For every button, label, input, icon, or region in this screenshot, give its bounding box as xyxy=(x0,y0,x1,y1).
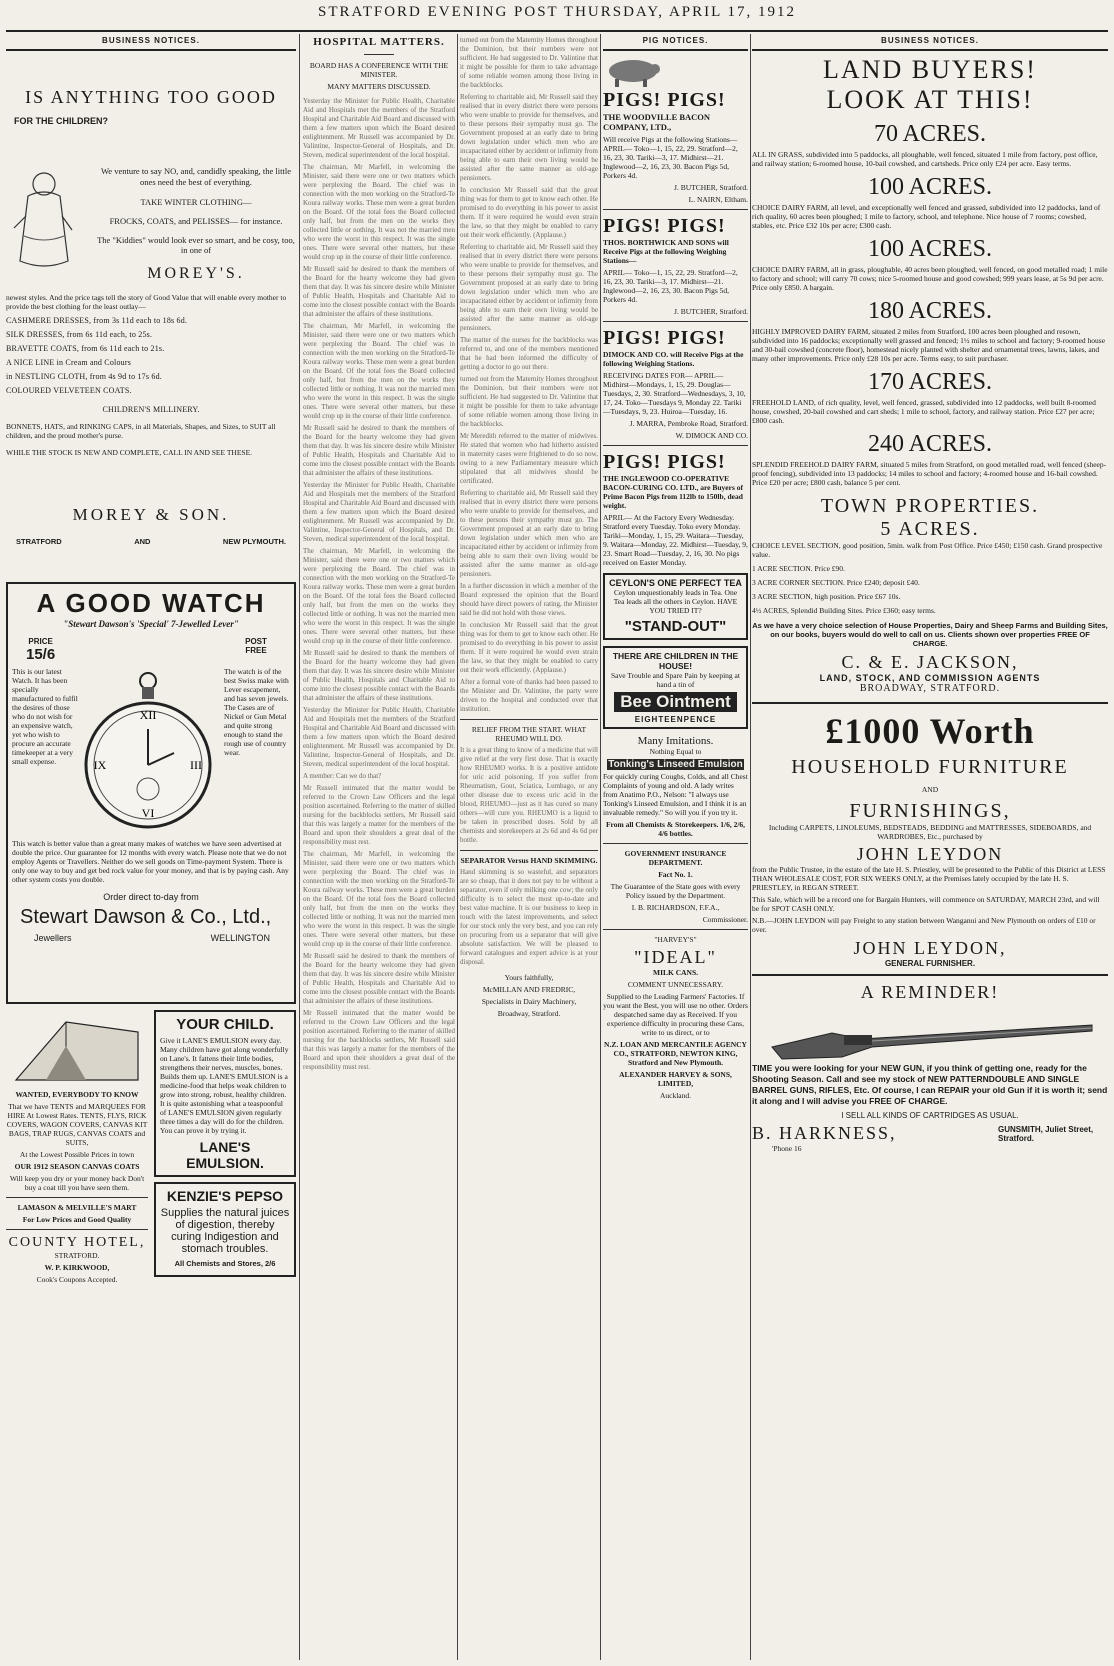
column-pig-notices xyxy=(603,34,748,1660)
gov-insurance: GOVERNMENT INSURANCE DEPARTMENT. xyxy=(624,849,727,868)
choice-selection: As we have a very choice selection of House Properties, Dairy and Sheep Farms and Building Sites, on our books, buyers would do well to call on us. Clients shown over properties FREE OF CHARGE. xyxy=(752,621,1108,648)
tents-body: That we have TENTS and MARQUEES FOR HIRE At Lowest Rates. TENTS, FLYS, RICK COVERS, WAGON COVERS, CANVAS KIT BAGS, TRAP RUGS, CANVAS COATS and SUITS, xyxy=(6,1101,148,1147)
hospital-para: Mr Russell intimated that the matter would be referred to the Crown Law Officers and the legal position ascertained. Referring to the matter of skilled nursing for the backblocks settlers, Mr Russell said that this was largely a matter for the members of the Board and upon their shoulders a great deal of the responsibility must rest. xyxy=(303,784,455,846)
board-subhead: BOARD HAS A CONFERENCE WITH THE MINISTER. xyxy=(309,61,449,79)
order-direct: Order direct to-day from xyxy=(103,891,199,902)
tents-heading: WANTED, EVERYBODY TO KNOW xyxy=(15,1089,139,1099)
acres-heading: 100 ACRES. xyxy=(867,236,993,262)
acres-heading: 240 ACRES. xyxy=(867,431,993,457)
hospital-para: Mr Meredith referred to the matter of midwives. He stated that women who had hitherto assisted in maternity cases were frightened to do so now, owing to a new Parliamentary measure which stipulated that all midwives should be certificated. xyxy=(460,432,598,485)
price-item: CASHMERE DRESSES, from 3s 11d each to 18s 6d. xyxy=(6,315,188,325)
watch-body: This watch is better value than a great many makes of watches we have seen advertised at double the price. Our guarantee for 12 months with every watch. Please note that we do not employ Agents or Travellers. Neither do we sell goods on Time-payment System. There is only one way to buy and get bed rock value for your money, and that is by paying cash. Any other system costs you double. xyxy=(12,838,289,884)
pepso-heading: KENZIE'S PEPSO xyxy=(166,1187,284,1204)
acres-heading: 180 ACRES. xyxy=(867,298,993,324)
borthwick-sign: J. BUTCHER, Stratford. xyxy=(674,307,748,317)
gov-sign: I. B. RICHARDSON, F.F.A., xyxy=(631,903,720,913)
household-furniture: HOUSEHOLD FURNITURE xyxy=(791,756,1069,778)
reminder: A REMINDER! xyxy=(860,982,1000,1002)
hospital-para: Yesterday the Minister for Public Health, Charitable Aid and Hospitals met the members of the Stratford Hospital and Charitable Aid Board and discussed with them a few matters upon which the Board desired enlightenment. Mr Russell was accompanied by Dr. Valintine, Inspector-General of Hospitals, and Dr. Steven, medical superintendent of the local hospital. xyxy=(303,481,455,543)
section-heading: BUSINESS NOTICES. xyxy=(881,36,979,45)
mcmillan: McMILLAN AND FREDRIC, xyxy=(482,985,576,994)
place-and: AND xyxy=(134,536,151,546)
gun-text: TIME you were looking for your NEW GUN, if you think of getting one, ready for the Shooting Season. Call and see my stock of NEW PATTERNDOUBLE AND SINGLE BARREL GUNS, RIFLES, Etc. Of course, I can REPAIR your old Gun if it is worth it; send it along and I will advise you FREE OF CHARGE. xyxy=(752,1063,1108,1107)
yours-faithfully: Yours faithfully, xyxy=(504,973,554,982)
acres-text: ALL IN GRASS, subdivided into 5 paddocks, all ploughable, well fenced, situated 1 mile from factory, post office, and railway station; 6-roomed house, 10-bail cowshed, and cartsheds. Price only £24 per acre. Easy terms. xyxy=(752,150,1098,168)
county-hotel: COUNTY HOTEL, xyxy=(8,1234,146,1250)
price-item: SILK DRESSES, from 6s 11d each, to 25s. xyxy=(6,329,153,339)
hospital-para: A member: Can we do that? xyxy=(303,772,382,780)
acres-text: SPLENDID FREEHOLD DAIRY FARM, situated 5 miles from Stratford, on good metalled road, well fenced (sheep-proof fencing), subdivided into 13 paddocks; 14 miles to school and factory; 4-roomed house and 16-bail cowshed. Price £20 per acre; £800 cash, balance 5 per cent. xyxy=(752,460,1107,487)
watch-title: A GOOD WATCH xyxy=(36,587,266,618)
broadway: Broadway, Stratford. xyxy=(497,1009,561,1018)
ideal: "IDEAL" xyxy=(634,947,717,968)
five-acres: 5 ACRES. xyxy=(880,518,980,540)
millinery-heading: CHILDREN'S MILLINERY. xyxy=(102,404,200,414)
bee-body: Save Trouble and Spare Pain by keeping at hand a tin of xyxy=(611,671,740,690)
lanes-body: Give it LANE'S EMULSION every day. Many children have got along wonderfully on Lane's. It fattens their little bodies, strengthens their nerves, muscles, bones. Builds them up. LANE'S EMULSION is a medicine-food that helps weak children to grow into strong, robust, healthy children. It is quite astonishing what a teaspoonful of LANE'S EMULSION given regularly three times a day will do for the children. You can prove it by trying it. xyxy=(160,1035,289,1135)
gun-illustration xyxy=(752,1003,1108,1063)
hospital-para: Mr Russell said he desired to thank the members of the Board for the hearty welcome they had given them that day. It was his sincere desire while Minister of Public Health, Hospitals and Charitable Aid to come into the closest possible contact with the Boards that administer the affairs of these institutions. xyxy=(303,265,455,318)
dimock-body: RECEIVING DATES FOR— APRIL— Midhirst—Mondays, 1, 15, 29. Douglas—Tuesdays, 2, 30. Stratford—Wednesdays, 3, 10, 17, 24. Toko—Tuesdays 9, Monday 22. Tariki—Tuesdays, 9, 23. Huiroa—Tuesday, 16. xyxy=(603,371,746,417)
tents-lowest: At the Lowest Possible Prices in town xyxy=(19,1149,135,1159)
rule xyxy=(752,49,1108,51)
five-acres-text: CHOICE LEVEL SECTION, good position, 5min. walk from Post Office. Price £450; £150 cash. Grand prospective value. xyxy=(752,541,1103,559)
low-prices: For Low Prices and Good Quality xyxy=(22,1214,132,1224)
morey-newest: newest styles. And the price tags tell the story of Good Value that will enable every mother to provide the best clothing for the least outlay— xyxy=(6,292,287,311)
watch-right-text: The watch is of the best Swiss make with Lever escapement, and has seven jewels. The Cases are of Nickel or Gun Metal and quite strong enough to stand the rough use of country wear. xyxy=(224,666,289,757)
pepso-body: Supplies the natural juices of digestion, thereby curing Indigestion and stomach troubles. xyxy=(160,1206,290,1255)
nz-loan: N.Z. LOAN AND MERCANTILE AGENCY CO., STRATFORD, NEWTON KING, Stratford and New Plymouth. xyxy=(604,1040,747,1068)
harkness: B. HARKNESS, xyxy=(752,1123,897,1144)
masthead-rule xyxy=(6,30,1108,32)
pepso-chemists: All Chemists and Stores, 2/6 xyxy=(174,1258,276,1268)
svg-text:IX: IX xyxy=(93,757,107,772)
post-free: POST FREE xyxy=(245,636,267,655)
morey-places xyxy=(16,537,286,546)
tents-canvas: OUR 1912 SEASON CANVAS COATS xyxy=(14,1161,140,1171)
trustee-text: from the Public Trustee, in the estate of the late H. S. Priestley, will be presented to the Public of this District at LESS THAN WHOLESALE COST, FOR SIX WEEKS ONLY, at the Premises lately occupied by the late H. S. PRIESTLEY, in REGAN STREET. xyxy=(752,865,1106,892)
alexander-harvey: ALEXANDER HARVEY & SONS, LIMITED, xyxy=(619,1070,732,1089)
child-illustration xyxy=(6,166,96,287)
harvey-body: Supplied to the Leading Farmers' Factories. If you want the Best, you will use no other. Orders despatched same day as Received. If you experience difficulty in procuring these Cans, write to us direct, or to xyxy=(603,992,748,1038)
land-buyers: LAND BUYERS! xyxy=(823,55,1037,84)
morey-winter: TAKE WINTER CLOTHING— xyxy=(140,197,252,208)
watch-subtitle: "Stewart Dawson's 'Special' 7-Jewelled Lever" xyxy=(63,618,239,629)
hospital-para: Mr Russell said he desired to thank the members of the Board for the hearty welcome they had given them that day. It was his sincere desire while Minister of Public Health, Hospitals and Charitable Aid to come into the closest possible contact with the Boards that administer the affairs of these institutions. xyxy=(303,952,455,1005)
morey-kiddies: The "Kiddies" would look ever so smart, and be cosy, too, in one of xyxy=(97,234,295,256)
separator-body: Hand skimming is so wasteful, and separators are so cheap, that it does not pay to be without a separator, even if only milking one cow; the only difficulty is to select the most up-to-date and best value machine. It is our business to keep in touch with the latest improvements, and select for our stock only the very best, and you can rely on procuring from us a separator that will give absolute satisfaction. We will be pleased to forward catalogues and expert advice is at your disposal. xyxy=(460,868,598,966)
watch-left-text: This is our latest Watch. It has been specially manufactured to fulfil the desires of those who do not wish for an expensive watch, yet who wish to procure an accurate timekeeper at a very small expense. xyxy=(12,666,78,766)
bee-ointment: Bee Ointment xyxy=(614,692,737,712)
borthwick: THOS. BORTHWICK AND SONS will Receive Pigs at the following Weighing Stations— xyxy=(603,238,729,266)
pigs-heading: PIGS! PIGS! xyxy=(603,89,726,111)
bonnets-text: BONNETS, HATS, and RINKING CAPS, in all Materials, Shapes, and Sizes, to SUIT all children, and the proud mother's purse. xyxy=(6,421,276,440)
relief-heading: RELIEF FROM THE START. WHAT RHEUMO WILL DO. xyxy=(471,725,587,743)
thousand-worth: £1000 Worth xyxy=(825,711,1035,751)
milk-cans: MILK CANS. xyxy=(652,968,698,978)
hospital-para: Referring to charitable aid, Mr Russell said they realised that in every district there were persons who were unable to provide for themselves, and to these persons their sympathy must go. The Government proposed at an early date to bring down legislation under which men who are incapacitated either by accident or infirmity from being able to earn their own living would be assisted after the same manner as old-age pensioners. xyxy=(460,243,598,332)
and-word: AND xyxy=(921,785,939,794)
many-imitations: Many Imitations. xyxy=(637,735,714,748)
hospital-para: The chairman, Mr Marfell, in welcoming the Minister, said there were one or two matters which were perplexing the Board. The chief was in connection with the men working on the Stratford-Te Koura railway works. These men were a great burden on the Board. Of the total fees the Board collected only half, but from the men on the works they collected little or nothing. It was not the married men who were the worst in this respect. It was the single ones. There were several other matters, but these would crop up in the course of their little conference. xyxy=(303,547,455,645)
bee-price: EIGHTEENPENCE xyxy=(634,715,717,725)
acres-heading: 170 ACRES. xyxy=(867,369,993,395)
acres-heading: 70 ACRES. xyxy=(873,121,987,147)
commissioner: Commissioner. xyxy=(702,915,748,925)
many-matters: MANY MATTERS DISCUSSED. xyxy=(327,82,431,91)
dimock-sign: W. DIMOCK AND CO. xyxy=(675,431,748,441)
hospital-para: Mr Russell said he desired to thank the members of the Board for the hearty welcome they had given them that day. It was his sincere desire while Minister of Public Health, Hospitals and Charitable Aid to come into the closest possible contact with the Boards that administer the affairs of these institutions. xyxy=(303,649,455,702)
woodville-sign: J. BUTCHER, Stratford. xyxy=(674,183,748,193)
svg-text:XII: XII xyxy=(139,707,157,722)
watch-advert xyxy=(6,582,296,1004)
morey-headline: IS ANYTHING TOO GOOD xyxy=(25,87,277,107)
hospital-para: The chairman, Mr Marfell, in welcoming the Minister, said there were one or two matters which were perplexing the Board. The chief was in connection with the men working on the Stratford-Te Koura railway works. These men were a great burden on the Board. Of the total fees the Board collected only half, but from the men on the works they collected little or nothing. It was not the married men who were the worst in this respect. It was the single ones. There were several other matters, but these would crop up in the course of their little conference. xyxy=(303,850,455,948)
jackson: C. & E. JACKSON, xyxy=(841,652,1019,672)
bee-ointment-advert xyxy=(603,646,748,729)
dimock: DIMOCK AND CO. will Receive Pigs at the following Weighing Stations. xyxy=(603,350,744,369)
hospital-para: Referring to charitable aid, Mr Russell said they realised that in every district there were persons who were unable to provide for themselves, and to these persons their sympathy must go. The Government proposed at an early date to bring down legislation under which men who are incapacitated either by accident or infirmity from being able to earn their own living would be assisted after the same manner as old-age pensioners. xyxy=(460,93,598,182)
jewellers: Jewellers xyxy=(34,932,72,943)
tea-advert xyxy=(603,573,748,640)
gunsmith: GUNSMITH, Juliet Street, Stratford. xyxy=(998,1124,1094,1143)
specialists: Specialists in Dairy Machinery, xyxy=(481,997,577,1006)
rule xyxy=(603,49,748,51)
hospital-para: In a further discussion in which a member of the Board expressed the opinion that the Board should have direct powers of rating, the Minister said he did not hold with those views. xyxy=(460,582,598,617)
section-heading: BUSINESS NOTICES. xyxy=(102,36,200,45)
lanes-emulsion-advert xyxy=(154,1010,296,1177)
svg-text:III: III xyxy=(190,757,202,772)
cooks: Cook's Coupons Accepted. xyxy=(36,1274,118,1284)
column-business-notices-right xyxy=(752,34,1108,1660)
your-child: YOUR CHILD. xyxy=(176,1015,274,1033)
tonking-chemists: From all Chemists & Storekeepers. 1/6, 2/6, 4/6 bottles. xyxy=(605,820,746,839)
acres-heading: 100 ACRES. xyxy=(867,174,993,200)
hospital-para: After a formal vote of thanks had been passed to the Minister and Dr. Valintine, the party were driven to the hospital and conducted over that institution. xyxy=(460,678,598,713)
hospital-para: turned out from the Maternity Homes throughout the Dominion, but their numbers were not sufficient. He had suggested to Dr. Valintine that it might be possible for them to take advantage of some reliable women among those living in the backblocks. xyxy=(460,36,598,89)
pigs-heading: PIGS! PIGS! xyxy=(603,451,726,474)
wellington: WELLINGTON xyxy=(210,932,270,943)
fact-no: Fact No. 1. xyxy=(658,870,693,880)
section-item: 1 ACRE SECTION. Price £90. xyxy=(752,564,845,573)
stewart-dawson: Stewart Dawson & Co., Ltd., xyxy=(20,905,272,928)
watch-price: 15/6 xyxy=(26,645,56,663)
hospital-para: turned out from the Maternity Homes throughout the Dominion, but their numbers were not sufficient. He had suggested to Dr. Valintine that it might be possible for them to take advantage of some reliable women among those living in the backblocks. xyxy=(460,375,598,428)
hospital-para: Mr Russell said he desired to thank the members of the Board for the hearty welcome they had given them that day. It was his sincere desire while Minister of Public Health, Hospitals and Charitable Aid to come into the closest possible contact with the Boards that administer the affairs of these institutions. xyxy=(303,424,455,477)
column-hospital-continued xyxy=(460,34,598,1660)
hospital-heading: HOSPITAL MATTERS. xyxy=(313,36,445,48)
morey-subhead: FOR THE CHILDREN? xyxy=(14,116,108,126)
nb-text: N.B.—JOHN LEYDON will pay Freight to any station between Wanganui and New Plymouth on orders of £10 or over. xyxy=(752,916,1096,934)
section-heading: PIG NOTICES. xyxy=(642,36,709,45)
cartridges: I SELL ALL KINDS OF CARTRIDGES AS USUAL. xyxy=(841,1111,1019,1121)
furnishings: FURNISHINGS, xyxy=(849,800,1011,822)
stock-text: WHILE THE STOCK IS NEW AND COMPLETE, CALL IN AND SEE THESE. xyxy=(6,447,253,457)
including-list: Including CARPETS, LINOLEUMS, BEDSTEADS, BEDDING and MATTRESSES, SIDEBOARDS, and WARDROBES, Etc., purchased by xyxy=(768,823,1092,841)
john-leydon-sign: JOHN LEYDON, xyxy=(853,938,1007,958)
column-rule xyxy=(299,34,300,1660)
woodville-sign: L. NAIRN, Eltham. xyxy=(688,195,748,205)
phone: 'Phone 16 xyxy=(772,1144,802,1154)
column-rule xyxy=(750,34,751,1660)
dimock-sign: J. MARRA, Pembroke Road, Stratford. xyxy=(629,419,748,429)
tents-advert xyxy=(6,1010,148,1287)
section-item: 4½ ACRES, Splendid Building Sites. Price £360; easy terms. xyxy=(752,606,936,615)
acres-text: FREEHOLD LAND, of rich quality, level, well fenced, grassed, subdivided into 12 paddocks, well built 8-roomed house, cowshed, 20-bail cowshed and cart sheds; 1 mile to school, factory, and railway station. Price £27 per acre; £800 cash. xyxy=(752,398,1096,425)
town-properties: TOWN PROPERTIES. xyxy=(820,495,1040,517)
section-item: 3 ACRE CORNER SECTION. Price £240; deposit £40. xyxy=(752,578,920,587)
rule xyxy=(6,49,296,51)
gov-body: The Guarantee of the State goes with every Policy issued by the Department. xyxy=(610,882,741,901)
masthead: STRATFORD EVENING POST THURSDAY, APRIL 17, 1912 xyxy=(318,4,796,20)
hospital-para: Referring to charitable aid, Mr Russell said they realised that in every district there were persons who were unable to provide for themselves, and to these persons their sympathy must go. The Government proposed at an early date to bring down legislation under which men who are incapacitated either by accident or infirmity from being able to earn their own living would be assisted after the same manner as old-age pensioners. xyxy=(460,489,598,578)
lamason: LAMASON & MELVILLE'S MART xyxy=(17,1202,137,1212)
sale-text: This Sale, which will be a record one for Bargain Hunters, will commence on SATURDAY, MARCH 23rd, and will be for SPOT CASH ONLY. xyxy=(752,895,1100,913)
morey-frocks: FROCKS, COATS, and PELISSES— for instance. xyxy=(109,215,283,226)
place-new-plymouth: NEW PLYMOUTH. xyxy=(222,536,286,546)
svg-text:VI: VI xyxy=(141,805,155,820)
hospital-para: Mr Russell intimated that the matter would be referred to the Crown Law Officers and the legal position ascertained. Referring to the matter of skilled nursing for the backblocks settlers, Mr Russell said that this was largely a matter for the members of the Board and upon their shoulders a great deal of the responsibility must rest. xyxy=(303,1009,455,1071)
pigs-heading: PIGS! PIGS! xyxy=(603,327,726,350)
auckland: Auckland. xyxy=(659,1091,692,1101)
borthwick-body: APRIL— Toko—1, 15, 22, 29. Stratford—2, 16, 23, 30. Tariki—3, 17. Midhirst—21. Inglewood—2, 16, 23, 30. Bacon Pigs 5d, Porkers 4d. xyxy=(603,268,738,305)
comment: COMMENT UNNECESSARY. xyxy=(627,980,724,990)
pigs-heading: PIGS! PIGS! xyxy=(603,215,726,238)
acres-text: HIGHLY IMPROVED DAIRY FARM, situated 2 miles from Stratford, 100 acres been ploughed and resown, subdivided into 16 paddocks; exceptionally well grassed and fenced; 1½ miles to school and factory; 9-roomed house and 30-bail cowshed (concrete floor), homestead nicely planted with shelter and ornamental trees, lawns, lakes, and many other improvements. Price only £28 10s per acre. Terms easy, to suit purchaser. xyxy=(752,327,1106,363)
woodville: THE WOODVILLE BACON COMPANY, LTD., xyxy=(603,112,711,133)
watch-illustration xyxy=(78,667,224,837)
look-at-this: LOOK AT THIS! xyxy=(826,85,1034,114)
acres-text: CHOICE DAIRY FARM, all in grass, ploughable, 40 acres been ploughed, well fenced, on good metalled road; 1 mile to factory and school; will carry 70 cows; nice 5-roomed house and good cowshed; 999 years lease, at 5s 9d per acre. Price only £850. A bargain. xyxy=(752,265,1108,292)
column-business-notices-left xyxy=(6,34,296,1660)
place-stratford: STRATFORD xyxy=(16,536,62,546)
pig-illustration xyxy=(603,55,748,89)
john-leydon: JOHN LEYDON xyxy=(856,844,1004,864)
price-item: in NESTLING CLOTH, from 4s 9d to 17s 6d. xyxy=(6,371,162,381)
bee-heading: THERE ARE CHILDREN IN THE HOUSE! xyxy=(612,651,739,672)
hospital-para: The chairman, Mr Marfell, in welcoming the Minister, said there were one or two matters which were perplexing the Board. The chief was in connection with the men working on the Stratford-Te Koura railway works. These men were a great burden on the Board. Of the total fees the Board collected only half, but from the men on the works they collected little or nothing. It was not the married men who were the worst in this respect. It was the single ones. There were several other matters, but these would crop up in the course of their little conference. xyxy=(303,163,455,261)
tent-illustration xyxy=(6,1010,148,1090)
nothing-equal: Nothing Equal to xyxy=(649,747,702,757)
morey-name: MOREY'S. xyxy=(147,264,245,282)
morey-firm: MOREY & SON. xyxy=(72,504,230,524)
relief-body: It is a great thing to know of a medicine that will give relief at the very first dose. That is exactly how RHEUMO works. It is a positive antidote for uric acid poisoning. If you suffer from Rheumatism, Gout, Sciatica, Lumbago, or any other disease due to excess uric acid in the blood, RHEUMO—just as it has cured so many others—will cure you. RHEUMO is a liquid to be taken in prescribed doses. Sold by all chemists and storekeepers at 2s 6d and 4s 6d per bottle. xyxy=(460,746,598,844)
tea-heading: CEYLON'S ONE PERFECT TEA xyxy=(609,578,742,589)
woodville-body: Will receive Pigs at the following Stations— APRIL— Toko—1, 15, 22, 29. Stratford—2, 16, 23, 30. Tariki—3, 17. Midhirst—21. Inglewood—2, 16, 23, 30. Bacon Pigs 5d, Porkers 4d. xyxy=(603,135,738,181)
separator-heading: SEPARATOR Versus HAND SKIMMING. xyxy=(460,856,598,865)
hospital-para: Yesterday the Minister for Public Health, Charitable Aid and Hospitals met the members of the Stratford Hospital and Charitable Aid Board and discussed with them a few matters upon which the Board desired enlightenment. Mr Russell was accompanied by Dr. Valintine, Inspector-General of Hospitals, and Dr. Steven, medical superintendent of the local hospital. xyxy=(303,706,455,768)
pepso-advert xyxy=(154,1182,296,1277)
stand-out: "STAND-OUT" xyxy=(624,618,727,636)
column-hospital-matters xyxy=(303,34,455,1660)
hospital-para: Yesterday the Minister for Public Health, Charitable Aid and Hospitals met the members of the Stratford Hospital and Charitable Aid Board and discussed with them a few matters upon which the Board desired enlightenment. Mr Russell was accompanied by Dr. Valintine, Inspector-General of Hospitals, and Dr. Steven, medical superintendent of the local hospital. xyxy=(303,97,455,159)
hotel-town: STRATFORD. xyxy=(54,1250,100,1260)
acres-text: CHOICE DAIRY FARM, all level, and exceptionally well fenced and grassed, subdivided into 12 paddocks, land of rich quality, 60 acres been ploughed; 1 mile to factory, school, and telephone. Nice house of 7 rooms; cowshed, stables, etc. Price £32 10s per acre; £300 cash. xyxy=(752,203,1101,230)
general-furnisher: GENERAL FURNISHER. xyxy=(884,959,976,968)
hotel-owner: W. P. KIRKWOOD, xyxy=(44,1262,110,1272)
morey-intro: We venture to say NO, and, candidly speaking, the little ones need the best of everything. xyxy=(100,166,292,187)
hospital-para: The matter of the nurses for the backblocks was referred to, and one of the members mentioned that he had been informed the difficulty of getting a doctor to go out there. xyxy=(460,336,598,371)
jackson-broadway: BROADWAY, STRATFORD. xyxy=(859,683,1001,694)
tents-dry: Will keep you dry or your money back Don't buy a coat till you have seen them. xyxy=(9,1173,145,1192)
hospital-para: In conclusion Mr Russell said that the great thing was for them to get to know each other. He promised to do everything in his power to assist them. If it were required he would even strain the law, so that they might be enabled to carry out their work efficiently. (Applause.) xyxy=(460,186,598,239)
price-item: BRAVETTE COATS, from 6s 11d each to 21s. xyxy=(6,343,165,353)
section-item: 3 ACRE SECTION, high position. Price £67 10s. xyxy=(752,592,901,601)
hospital-para: In conclusion Mr Russell said that the great thing was for them to get to know each other. He promised to do everything in his power to assist them. If it were required he would even strain the law, so that they might be enabled to carry out their work efficiently. (Applause.) xyxy=(460,621,598,674)
price-item: A NICE LINE in Cream and Colours xyxy=(6,357,132,367)
column-rule xyxy=(600,34,601,1660)
inglewood: THE INGLEWOOD CO-OPERATIVE BACON-CURING CO. LTD., are Buyers of Prime Bacon Pigs from 112lb to 150lb, dead weight. xyxy=(603,474,744,511)
price-item: COLOURED VELVETEEN COATS. xyxy=(6,385,132,395)
lanes-emulsion: LANE'S EMULSION. xyxy=(186,1138,264,1171)
price-label: PRICE xyxy=(28,636,53,646)
inglewood-body: APRIL— At the Factory Every Wednesday. Stratford every Tuesday. Toko every Monday. Tariki—Monday, 1, 15, 29. Waitara—Tuesday, 9. Waitara—Monday, 22. Midhirst—Tuesday, 9, 23. Smart Road—Tuesday, 2, 16, 30. No pigs received on Easter Monday. xyxy=(603,513,748,568)
jackson-agents: LAND, STOCK, AND COMMISSION AGENTS xyxy=(819,673,1041,683)
column-rule xyxy=(457,34,458,1660)
tonking: Tonking's Linseed Emulsion xyxy=(608,759,743,771)
tea-body: Ceylon unquestionably leads in Tea. One Tea leads all the others in Ceylon. HAVE YOU TRIED IT? xyxy=(613,588,738,616)
hospital-para: The chairman, Mr Marfell, in welcoming the Minister, said there were one or two matters which were perplexing the Board. The chief was in connection with the men working on the Stratford-Te Koura railway works. These men were a great burden on the Board. Of the total fees the Board collected only half, but from the men on the works they collected little or nothing. It was not the married men who were the worst in this respect. It was the single ones. There were several other matters, but these would crop up in the course of their little conference. xyxy=(303,322,455,420)
harvey-quote: "HARVEY'S" xyxy=(654,935,697,945)
tonking-body: For quickly curing Coughs, Colds, and all Chest Complaints of young and old. A lady writes from Anatimo P.O., Nelson: "I always use Tonking's Linseed Emulsion, and I think it is an invaluable remedy." So will you if you try it. xyxy=(603,772,748,818)
